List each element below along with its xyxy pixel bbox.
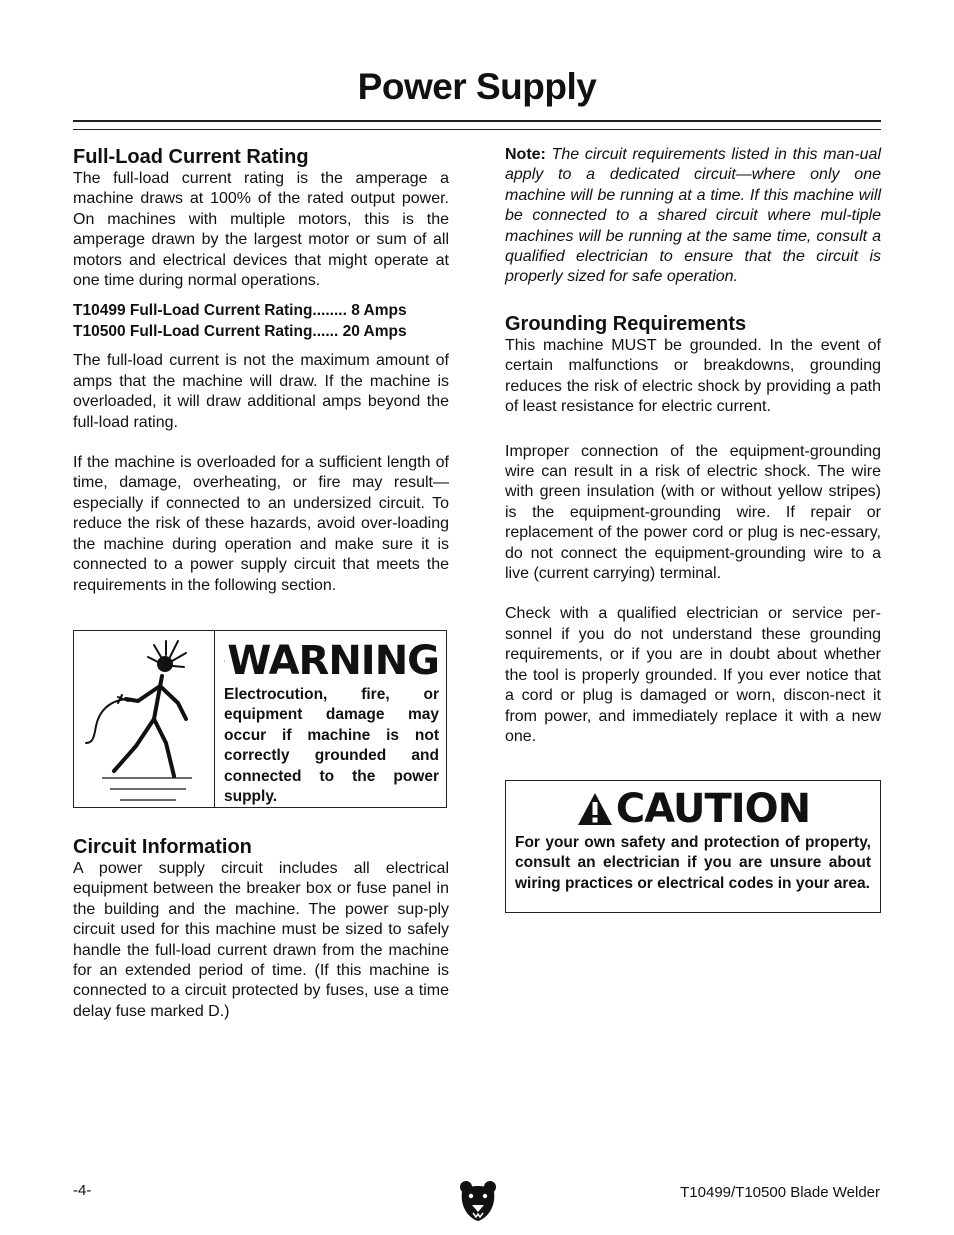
- footer-title: T10499/T10500 Blade Welder: [680, 1184, 880, 1201]
- bear-logo-icon: [458, 1178, 498, 1227]
- circuit-section: [73, 835, 449, 1022]
- note-text: The circuit requirements listed in this man-ual apply to a dedicated circuit—where only one machine will be running at a time. If this machine will be connected to a shared circuit where mul-tiple machines will be running at the same time, consult a qualified electrician to ensure that the circuit is properly sized for safe operation.: [505, 146, 881, 286]
- full-load-paragraph-2: The full-load current is not the maximum amount of amps that the machine will draw. If the machine is overloaded, it will draw additional amps beyond the full-load rating.: [73, 352, 449, 431]
- warning-signal-word: WARNING: [227, 638, 439, 684]
- circuit-paragraph: A power supply circuit includes all electrical equipment between the breaker box or fuse panel in the building and the machine. The power sup-ply circuit used for this machine must be sized to safely handle the full-load current drawn from the machine for an extended period of time. (If this machine is connected to a circuit protected by fuses, use a time delay fuse marked D.): [73, 860, 449, 1020]
- spec-leader: ........: [312, 302, 347, 320]
- warning-signal: [224, 639, 439, 683]
- grounding-paragraph-3: Check with a qualified electrician or service per-sonnel if you do not understand these grounding requirements, or if you are in doubt about whether the tool is properly grounded. If you ever notice that a cord or plug is damaged or worn, discon-nect it from power, and immediately replace it with a new one.: [505, 605, 881, 745]
- spec-row-t10500: [73, 321, 449, 342]
- spec-value: 20 Amps: [342, 323, 407, 341]
- title-rule-bottom: [73, 129, 881, 130]
- caution-text: For your own safety and protection of property, consult an electrician if you are unsure about wiring practices or electrical codes in your area.: [515, 834, 871, 892]
- current-rating-list: [73, 300, 449, 342]
- title-rule-top: [73, 120, 881, 122]
- grounding-heading: Grounding Requirements: [505, 313, 747, 335]
- note-paragraph: [505, 145, 881, 288]
- note-label: Note:: [505, 146, 546, 163]
- note-section: [505, 145, 881, 288]
- grounding-paragraph-1: This machine MUST be grounded. In the event of certain malfunctions or breakdowns, grounding reduces the risk of electric shock by providing a path of least resistance for electric current.: [505, 337, 881, 416]
- grounding-paragraph-2: Improper connection of the equipment-grounding wire can result in a risk of electric shock. The wire with green insulation (with or without yellow stripes) is the equipment-grounding wire. If repair or replacement of the power cord or plug is nec-essary, do not connect the equipment-grounding wire to a live (current carrying) terminal.: [505, 442, 881, 583]
- page-title: Power Supply: [357, 66, 597, 107]
- full-load-paragraph-1: The full-load current rating is the amperage a machine draws at 100% of the rated output power. On machines with multiple motors, this is the amperage drawn by the largest motor or sum of all motors and electrical devices that might operate at one time during normal operations.: [73, 170, 449, 290]
- caution-triangle-icon: [576, 791, 614, 827]
- warning-content: [224, 639, 439, 807]
- warning-triangle-icon: [224, 643, 225, 679]
- grounding-section: [505, 312, 881, 747]
- full-load-paragraph-3: If the machine is overloaded for a sufficient length of time, damage, overheating, or fire may result—especially if connected to an undersized circuit. To reduce the risk of these hazards, avoid over-loading the machine during operation and make sure it is connected to a power supply circuit that meets the requirements in the following section.: [73, 454, 449, 594]
- full-load-heading: Full-Load Current Rating: [73, 146, 309, 168]
- circuit-heading: Circuit Information: [73, 836, 252, 858]
- full-load-section: [73, 145, 449, 596]
- spec-label: T10500 Full-Load Current Rating: [73, 323, 313, 341]
- warning-text: Electrocution, fire, or equipment damage may occur if machine is not correctly grounded and connected to the power supply.: [224, 686, 439, 806]
- page-number: -4-: [73, 1182, 92, 1199]
- spec-value: 8 Amps: [351, 302, 407, 320]
- spec-leader: ......: [312, 323, 339, 341]
- spec-row-t10499: [73, 300, 449, 321]
- caution-signal-word: CAUTION: [615, 786, 811, 832]
- warning-box: [73, 630, 447, 808]
- caution-box: [505, 780, 881, 913]
- caution-signal: [515, 787, 871, 831]
- electrocution-hazard-icon: [74, 631, 215, 807]
- spec-label: T10499 Full-Load Current Rating: [73, 302, 313, 320]
